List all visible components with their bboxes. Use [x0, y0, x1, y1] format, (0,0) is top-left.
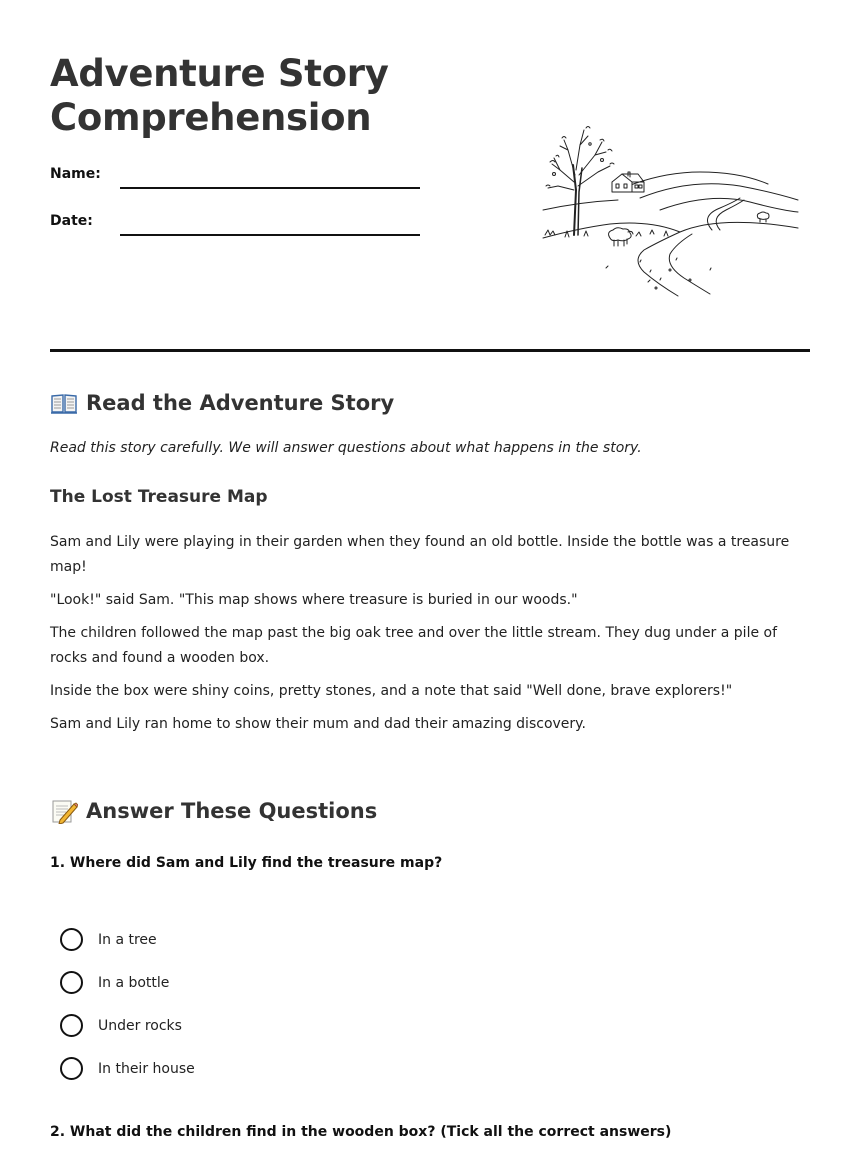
name-field-line[interactable] — [120, 187, 420, 189]
option-label: In a tree — [98, 931, 157, 948]
radio-button[interactable] — [60, 928, 83, 951]
option-label: In their house — [98, 1060, 195, 1077]
story-title: The Lost Treasure Map — [50, 487, 268, 507]
option-label: In a bottle — [98, 974, 170, 991]
option-under-rocks[interactable] — [60, 1004, 195, 1047]
reading-section-heading — [50, 390, 394, 416]
question-2: 2. What did the children find in the wooden box? (Tick all the correct answers) — [50, 1124, 672, 1140]
question-1: 1. Where did Sam and Lily find the treasure map? — [50, 855, 443, 871]
question-1-options — [60, 918, 195, 1090]
date-field-line[interactable] — [120, 234, 420, 236]
option-label: Under rocks — [98, 1017, 182, 1034]
radio-button[interactable] — [60, 971, 83, 994]
worksheet-title — [50, 52, 490, 140]
radio-button[interactable] — [60, 1014, 83, 1037]
story-paragraph: Sam and Lily were playing in their garden when they found an old bottle. Inside the bottle was a treasure map! — [50, 534, 790, 575]
questions-section-title: Answer These Questions — [86, 799, 378, 823]
memo-pencil-emoji-icon — [50, 798, 78, 824]
story-paragraph: The children followed the map past the big oak tree and over the little stream. They dug under a pile of rocks and found a wooden box. — [50, 625, 778, 666]
option-in-a-bottle[interactable] — [60, 961, 195, 1004]
option-in-their-house[interactable] — [60, 1047, 195, 1090]
story-paragraph: "Look!" said Sam. "This map shows where treasure is buried in our woods." — [50, 592, 578, 608]
title-line-2: Comprehension — [50, 96, 372, 139]
countryside-landscape-illustration — [540, 120, 802, 300]
title-line-1: Adventure Story — [50, 52, 389, 95]
story-paragraph: Inside the box were shiny coins, pretty stones, and a note that said "Well done, brave explorers!" — [50, 683, 733, 699]
questions-section-heading — [50, 798, 377, 824]
name-label: Name: — [50, 166, 101, 182]
section-divider — [50, 349, 810, 352]
open-book-emoji-icon — [50, 390, 78, 416]
radio-button[interactable] — [60, 1057, 83, 1080]
date-label: Date: — [50, 213, 93, 229]
story-body — [50, 530, 810, 753]
reading-instructions: Read this story carefully. We will answer questions about what happens in the story. — [50, 440, 642, 456]
option-in-a-tree[interactable] — [60, 918, 195, 961]
story-paragraph: Sam and Lily ran home to show their mum and dad their amazing discovery. — [50, 716, 586, 732]
reading-section-title: Read the Adventure Story — [86, 391, 395, 415]
